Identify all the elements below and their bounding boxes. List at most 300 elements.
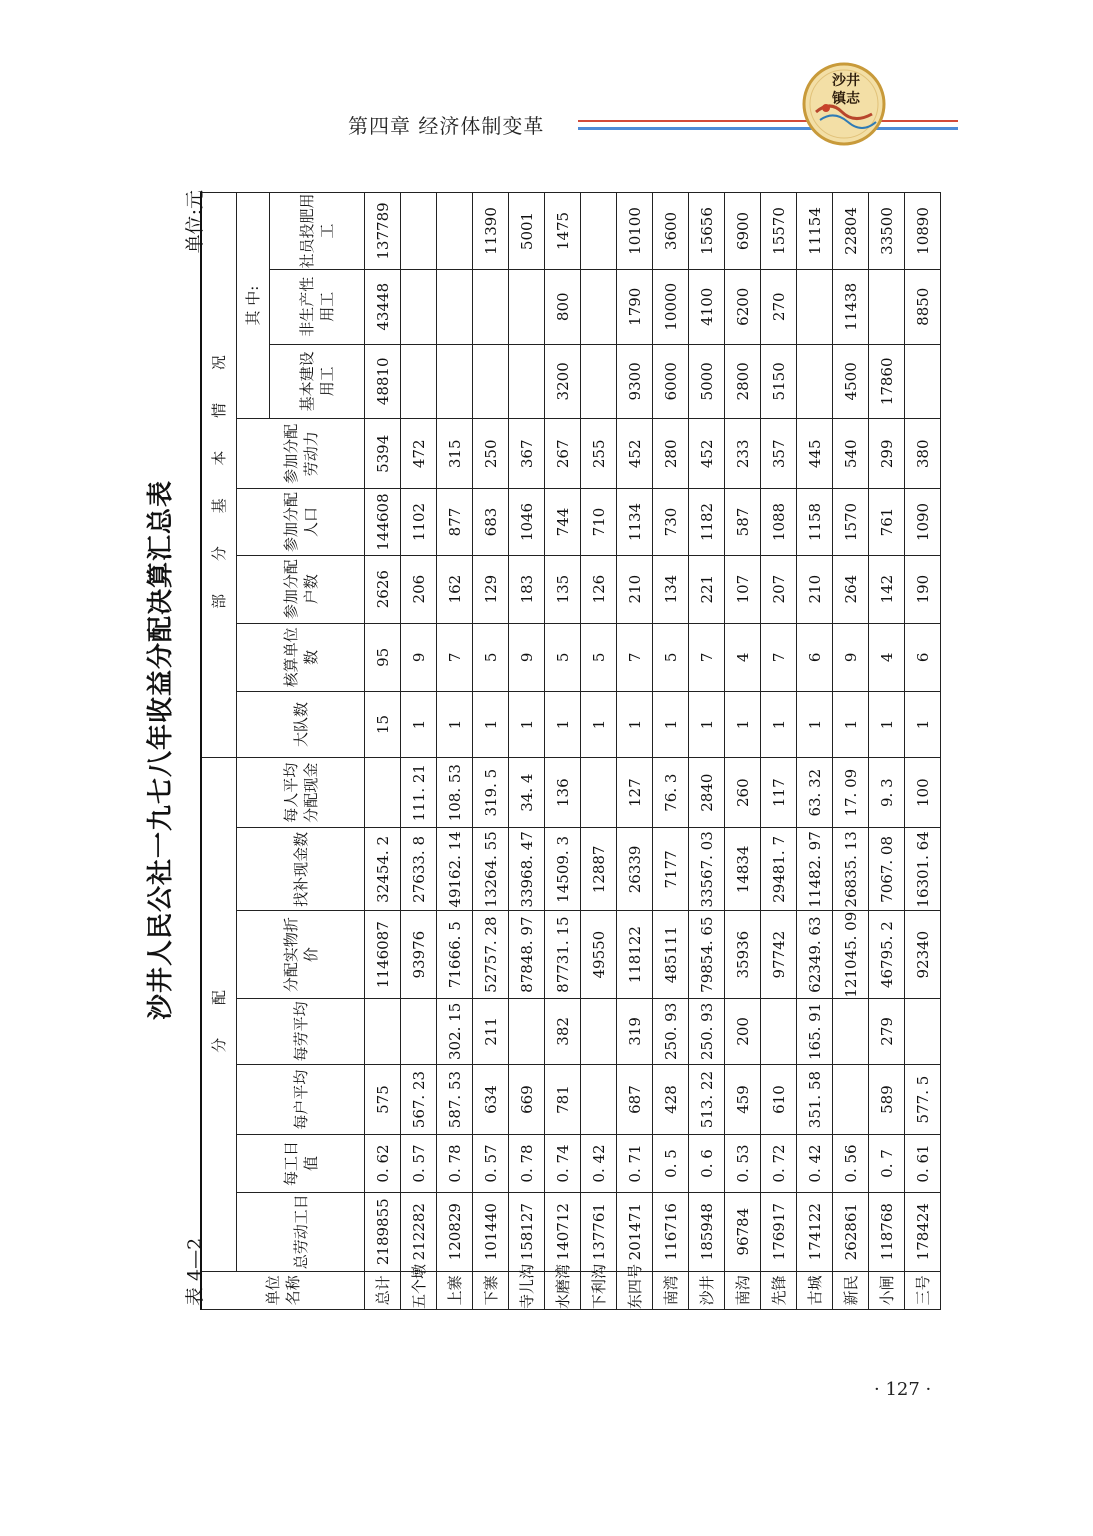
row-unit-name: 古城 [797, 1271, 833, 1309]
table-cell: 0. 78 [437, 1135, 473, 1193]
col-header: 参加分配劳动力 [237, 419, 365, 489]
page-number: · 127 · [874, 1379, 932, 1400]
table-cell: 1 [509, 691, 545, 757]
table-cell: 255 [581, 419, 617, 489]
table-cell: 93976 [401, 911, 437, 998]
table-cell: 250. 93 [653, 998, 689, 1064]
table-cell: 136 [545, 758, 581, 828]
table-cell: 29481. 7 [761, 828, 797, 911]
table-cell: 111. 21 [401, 758, 437, 828]
table-cell [797, 344, 833, 419]
seal-title [818, 72, 874, 108]
table-cell: 1102 [401, 489, 437, 555]
table-cell: 1158 [797, 489, 833, 555]
table-cell: 15 [365, 691, 401, 757]
table-cell: 382 [545, 998, 581, 1064]
table-cell: 687 [617, 1064, 653, 1134]
table-cell [581, 998, 617, 1064]
table-cell: 35936 [725, 911, 761, 998]
row-unit-name: 新民 [833, 1271, 869, 1309]
row-unit-name: 三号 [905, 1271, 941, 1309]
table-cell: 100 [905, 758, 941, 828]
table-cell [437, 344, 473, 419]
table-cell [905, 998, 941, 1064]
table-cell: 1 [473, 691, 509, 757]
table-cell [473, 269, 509, 344]
table-cell: 0. 5 [653, 1135, 689, 1193]
table-cell: 445 [797, 419, 833, 489]
table-row [905, 193, 941, 1310]
table-row [869, 193, 905, 1310]
group-header-fenpei-label: 分 配 [210, 975, 228, 1053]
table-cell [401, 344, 437, 419]
table-cell: 87731. 15 [545, 911, 581, 998]
table-row [401, 193, 437, 1310]
table-cell: 116716 [653, 1192, 689, 1271]
table-cell: 319. 5 [473, 758, 509, 828]
table-cell: 8850 [905, 269, 941, 344]
table-cell: 174122 [797, 1192, 833, 1271]
table-cell: 4 [725, 623, 761, 691]
table-cell: 1 [437, 691, 473, 757]
table-cell: 513. 22 [689, 1064, 725, 1134]
table-cell: 79854. 65 [689, 911, 725, 998]
table-cell: 12887 [581, 828, 617, 911]
table-cell: 9 [401, 623, 437, 691]
table-cell: 270 [761, 269, 797, 344]
table-cell: 5 [473, 623, 509, 691]
table-cell: 260 [725, 758, 761, 828]
table-cell: 201471 [617, 1192, 653, 1271]
table-cell: 5 [653, 623, 689, 691]
table-cell: 144608 [365, 489, 401, 555]
table-cell: 0. 42 [581, 1135, 617, 1193]
col-header: 分配实物折价 [237, 911, 365, 998]
table-cell: 485111 [653, 911, 689, 998]
table-cell: 0. 42 [797, 1135, 833, 1193]
table-cell: 1146087 [365, 911, 401, 998]
table-cell: 140712 [545, 1192, 581, 1271]
table-cell: 32454. 2 [365, 828, 401, 911]
table-cell: 5 [545, 623, 581, 691]
running-header: 第四章 经济体制变革 [348, 114, 545, 138]
table-cell [581, 1064, 617, 1134]
table-cell: 250. 93 [689, 998, 725, 1064]
table-cell [869, 269, 905, 344]
table-row [617, 193, 653, 1310]
table-cell: 577. 5 [905, 1064, 941, 1134]
table-cell: 49550 [581, 911, 617, 998]
table-cell [401, 269, 437, 344]
table-cell: 162 [437, 555, 473, 623]
table-cell: 800 [545, 269, 581, 344]
table-cell: 730 [653, 489, 689, 555]
table-cell: 26339 [617, 828, 653, 911]
table-cell: 207 [761, 555, 797, 623]
table-cell: 121045. 09 [833, 911, 869, 998]
table-cell: 262861 [833, 1192, 869, 1271]
table-cell: 185948 [689, 1192, 725, 1271]
table-cell: 299 [869, 419, 905, 489]
table-cell: 129 [473, 555, 509, 623]
table-cell: 1 [761, 691, 797, 757]
table-cell: 669 [509, 1064, 545, 1134]
table-cell: 10100 [617, 193, 653, 270]
col-header: 基本建设用工 [270, 344, 365, 419]
table-cell: 761 [869, 489, 905, 555]
table-cell: 781 [545, 1064, 581, 1134]
header-rule-blue [578, 127, 958, 130]
row-unit-name: 下利沟 [581, 1271, 617, 1309]
col-header: 每劳平均 [237, 998, 365, 1064]
table-cell: 452 [689, 419, 725, 489]
table-cell: 589 [869, 1064, 905, 1134]
table-cell: 33567. 03 [689, 828, 725, 911]
table-cell: 206 [401, 555, 437, 623]
table-cell: 233 [725, 419, 761, 489]
table-cell: 92340 [905, 911, 941, 998]
table-cell: 428 [653, 1064, 689, 1134]
table-cell: 9300 [617, 344, 653, 419]
table-cell: 452 [617, 419, 653, 489]
row-unit-name: 南湾 [653, 1271, 689, 1309]
table-cell: 108. 53 [437, 758, 473, 828]
table-cell: 71666. 5 [437, 911, 473, 998]
table-cell: 1 [689, 691, 725, 757]
table-cell: 210 [797, 555, 833, 623]
table-cell: 0. 61 [905, 1135, 941, 1193]
table-cell: 567. 23 [401, 1064, 437, 1134]
table-cell: 1088 [761, 489, 797, 555]
table-cell: 142 [869, 555, 905, 623]
table-cell [473, 344, 509, 419]
table-cell: 1570 [833, 489, 869, 555]
table-cell: 9. 3 [869, 758, 905, 828]
table-cell: 13264. 55 [473, 828, 509, 911]
table-cell: 264 [833, 555, 869, 623]
table-cell: 0. 72 [761, 1135, 797, 1193]
table-cell: 15570 [761, 193, 797, 270]
table-cell: 0. 53 [725, 1135, 761, 1193]
table-cell: 5150 [761, 344, 797, 419]
table-cell: 5394 [365, 419, 401, 489]
table-cell: 1 [653, 691, 689, 757]
table-cell: 95 [365, 623, 401, 691]
table-cell: 1 [401, 691, 437, 757]
group-header-qizhong: 其 中: [237, 193, 270, 419]
table-cell: 33968. 47 [509, 828, 545, 911]
table-cell: 127 [617, 758, 653, 828]
table-cell: 183 [509, 555, 545, 623]
table-cell: 610 [761, 1064, 797, 1134]
table-cell: 34. 4 [509, 758, 545, 828]
table-cell: 137761 [581, 1192, 617, 1271]
table-cell: 587 [725, 489, 761, 555]
table-cell: 280 [653, 419, 689, 489]
table-cell: 137789 [365, 193, 401, 270]
table-row [725, 193, 761, 1310]
table-cell: 212282 [401, 1192, 437, 1271]
table-cell: 5000 [689, 344, 725, 419]
table-cell [833, 998, 869, 1064]
row-unit-name: 寺儿沟 [509, 1271, 545, 1309]
table-cell [581, 758, 617, 828]
table-cell: 11154 [797, 193, 833, 270]
table-cell: 76. 3 [653, 758, 689, 828]
table-cell: 0. 71 [617, 1135, 653, 1193]
table-row [581, 193, 617, 1310]
table-cell: 1 [545, 691, 581, 757]
table-row [653, 193, 689, 1310]
col-header: 总劳动工日 [237, 1192, 365, 1271]
table-cell [509, 269, 545, 344]
table-cell: 683 [473, 489, 509, 555]
group-header-jiben-label: 部 分 基 本 情 况 [210, 341, 228, 609]
table-cell: 1 [725, 691, 761, 757]
row-unit-name: 水磨湾 [545, 1271, 581, 1309]
table-cell: 540 [833, 419, 869, 489]
table-cell [365, 758, 401, 828]
table-cell: 178424 [905, 1192, 941, 1271]
table-row [365, 193, 401, 1310]
table-unit: 单位:元 [184, 190, 206, 254]
table-cell: 11390 [473, 193, 509, 270]
table-cell: 7 [689, 623, 725, 691]
table-cell: 5001 [509, 193, 545, 270]
table-cell: 5 [581, 623, 617, 691]
table-cell [401, 193, 437, 270]
row-unit-name: 五个墩 [401, 1271, 437, 1309]
seal-line-1: 沙井 [832, 73, 860, 89]
table-cell: 634 [473, 1064, 509, 1134]
table-cell [365, 998, 401, 1064]
table-cell: 279 [869, 998, 905, 1064]
table-cell: 96784 [725, 1192, 761, 1271]
header-rule-red [578, 120, 958, 122]
table-cell: 1 [833, 691, 869, 757]
table-body [365, 193, 941, 1310]
table-cell: 2800 [725, 344, 761, 419]
table-cell: 190 [905, 555, 941, 623]
table-cell: 267 [545, 419, 581, 489]
table-cell: 1 [905, 691, 941, 757]
table-cell: 7 [761, 623, 797, 691]
table-cell: 4100 [689, 269, 725, 344]
col-header: 非生产性用工 [270, 269, 365, 344]
seal-line-2: 镇志 [832, 91, 860, 107]
table-cell: 1 [869, 691, 905, 757]
table-row [689, 193, 725, 1310]
table-row [545, 193, 581, 1310]
table-cell: 11482. 97 [797, 828, 833, 911]
table-cell: 0. 74 [545, 1135, 581, 1193]
table-cell: 315 [437, 419, 473, 489]
table-cell: 158127 [509, 1192, 545, 1271]
table-cell: 472 [401, 419, 437, 489]
table-row [473, 193, 509, 1310]
table-cell: 351. 58 [797, 1064, 833, 1134]
table-cell [761, 998, 797, 1064]
table-cell: 10000 [653, 269, 689, 344]
table-cell: 0. 7 [869, 1135, 905, 1193]
col-header: 参加分配户数 [237, 555, 365, 623]
table-cell: 7 [617, 623, 653, 691]
table-cell: 14509. 3 [545, 828, 581, 911]
table-cell: 27633. 8 [401, 828, 437, 911]
table-cell: 1475 [545, 193, 581, 270]
table-cell: 0. 57 [473, 1135, 509, 1193]
table-cell: 118122 [617, 911, 653, 998]
col-header: 社员投肥用工 [270, 193, 365, 270]
row-unit-name: 总计 [365, 1271, 401, 1309]
table-number: 表 4—2 [184, 1237, 206, 1306]
table-cell: 1790 [617, 269, 653, 344]
table-cell: 1 [617, 691, 653, 757]
row-unit-name: 小闸 [869, 1271, 905, 1309]
table-cell [437, 269, 473, 344]
table-cell: 134 [653, 555, 689, 623]
table-cell: 0. 78 [509, 1135, 545, 1193]
table-cell: 380 [905, 419, 941, 489]
table-cell: 459 [725, 1064, 761, 1134]
col-header: 核算单位数 [237, 623, 365, 691]
table-cell: 16301. 64 [905, 828, 941, 911]
table-cell: 101440 [473, 1192, 509, 1271]
col-header: 参加分配人口 [237, 489, 365, 555]
table-cell: 4 [869, 623, 905, 691]
table-cell: 6 [797, 623, 833, 691]
table-cell: 1 [581, 691, 617, 757]
table-cell: 126 [581, 555, 617, 623]
table-cell: 120829 [437, 1192, 473, 1271]
table-row [437, 193, 473, 1310]
table-cell: 43448 [365, 269, 401, 344]
col-header: 每户平均 [237, 1064, 365, 1134]
table-cell: 200 [725, 998, 761, 1064]
table-cell: 0. 57 [401, 1135, 437, 1193]
table-cell: 710 [581, 489, 617, 555]
table-cell: 26835. 13 [833, 828, 869, 911]
group-header-jiben [201, 193, 237, 758]
table-cell [581, 269, 617, 344]
table-cell: 6900 [725, 193, 761, 270]
table-cell: 118768 [869, 1192, 905, 1271]
table-cell: 17860 [869, 344, 905, 419]
table-cell [509, 998, 545, 1064]
table-cell: 6200 [725, 269, 761, 344]
table-cell: 117 [761, 758, 797, 828]
table-cell: 6000 [653, 344, 689, 419]
table-cell: 63. 32 [797, 758, 833, 828]
table-cell: 22804 [833, 193, 869, 270]
table-cell: 10890 [905, 193, 941, 270]
table-cell: 210 [617, 555, 653, 623]
table-row [509, 193, 545, 1310]
table-cell: 9 [833, 623, 869, 691]
table-cell [401, 998, 437, 1064]
table-cell: 2626 [365, 555, 401, 623]
table-cell: 6 [905, 623, 941, 691]
table-cell: 3200 [545, 344, 581, 419]
table-cell: 877 [437, 489, 473, 555]
table-cell: 250 [473, 419, 509, 489]
table-cell [797, 269, 833, 344]
row-unit-name: 沙井 [689, 1271, 725, 1309]
table-cell [509, 344, 545, 419]
table-cell [437, 193, 473, 270]
table-cell: 62349. 63 [797, 911, 833, 998]
col-header: 每人平均分配现金 [237, 758, 365, 828]
table-cell [833, 1064, 869, 1134]
table-cell: 49162. 14 [437, 828, 473, 911]
table-cell: 0. 56 [833, 1135, 869, 1193]
table-cell: 744 [545, 489, 581, 555]
table-cell: 165. 91 [797, 998, 833, 1064]
table-cell: 107 [725, 555, 761, 623]
table-cell: 1090 [905, 489, 941, 555]
table-cell: 0. 62 [365, 1135, 401, 1193]
table-cell: 211 [473, 998, 509, 1064]
table-cell: 357 [761, 419, 797, 489]
table-cell: 14834 [725, 828, 761, 911]
table-row [797, 193, 833, 1310]
table-cell: 87848. 97 [509, 911, 545, 998]
table-cell: 575 [365, 1064, 401, 1134]
table-cell: 135 [545, 555, 581, 623]
col-header: 大队数 [237, 691, 365, 757]
table-cell: 11438 [833, 269, 869, 344]
col-header: 每工日值 [237, 1135, 365, 1193]
table-cell: 1182 [689, 489, 725, 555]
rotated-table-block [140, 190, 960, 1310]
col-header: 找补现金数 [237, 828, 365, 911]
table-cell: 17. 09 [833, 758, 869, 828]
group-header-fenpei [201, 758, 237, 1272]
table-cell: 7 [437, 623, 473, 691]
table-cell: 0. 6 [689, 1135, 725, 1193]
table-cell: 221 [689, 555, 725, 623]
table-cell: 7177 [653, 828, 689, 911]
table-cell: 48810 [365, 344, 401, 419]
table-cell: 97742 [761, 911, 797, 998]
table-cell: 33500 [869, 193, 905, 270]
table-cell [581, 344, 617, 419]
table-cell: 1134 [617, 489, 653, 555]
table-cell: 176917 [761, 1192, 797, 1271]
distribution-table [200, 192, 941, 1310]
table-cell: 319 [617, 998, 653, 1064]
row-unit-name: 下寨 [473, 1271, 509, 1309]
row-unit-name: 先锋 [761, 1271, 797, 1309]
table-cell: 2189855 [365, 1192, 401, 1271]
table-row [761, 193, 797, 1310]
table-cell: 2840 [689, 758, 725, 828]
table-cell: 1 [797, 691, 833, 757]
table-cell: 52757. 28 [473, 911, 509, 998]
table-cell [905, 344, 941, 419]
table-title: 沙井人民公社一九七八年收益分配决算汇总表 [146, 480, 176, 1021]
table-cell: 1046 [509, 489, 545, 555]
table-cell: 3600 [653, 193, 689, 270]
table-cell: 46795. 2 [869, 911, 905, 998]
row-unit-name: 东四号 [617, 1271, 653, 1309]
table-cell: 367 [509, 419, 545, 489]
table-cell: 15656 [689, 193, 725, 270]
table-cell: 302. 15 [437, 998, 473, 1064]
row-unit-name: 南沟 [725, 1271, 761, 1309]
row-unit-name: 上寨 [437, 1271, 473, 1309]
table-cell: 9 [509, 623, 545, 691]
